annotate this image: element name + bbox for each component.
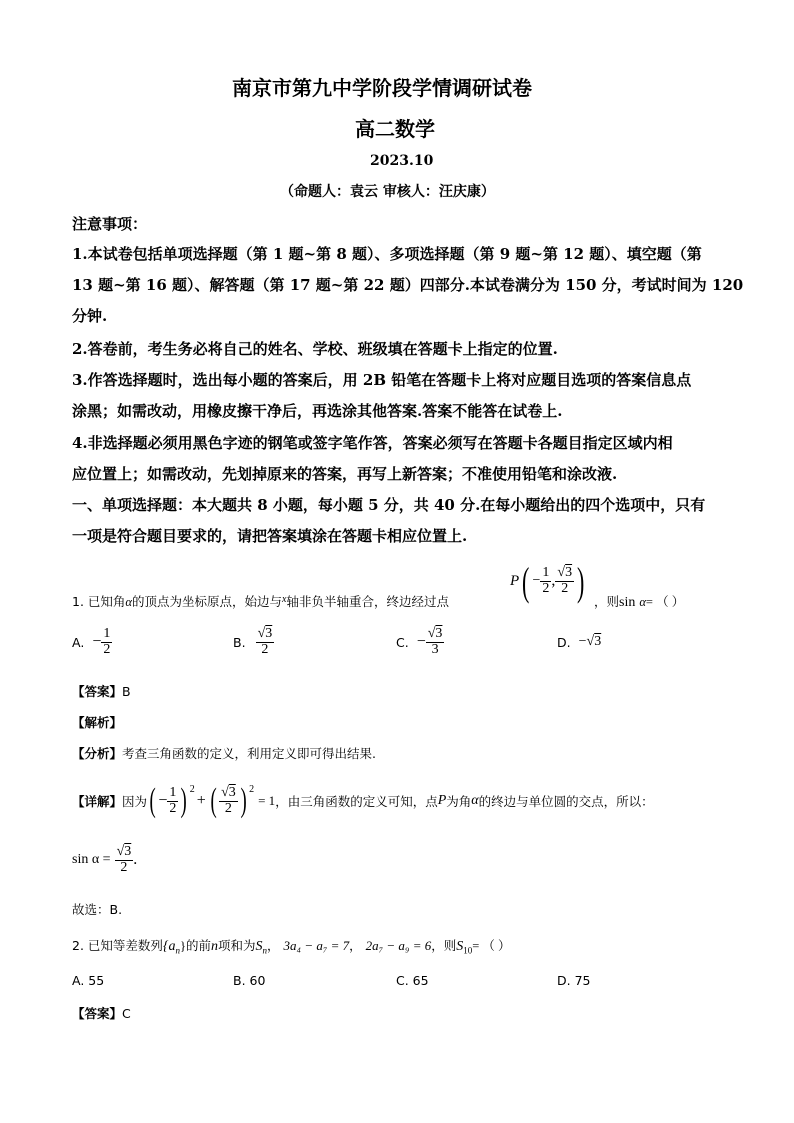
notice-item-1-line3: 分钟. bbox=[72, 307, 108, 325]
q1-option-c: C. − $\frac{√3}{3}$ bbox=[396, 625, 443, 657]
q1-option-a: A. − $\frac{1}{2}$ bbox=[72, 625, 111, 657]
q1-answer: 【答案】B bbox=[72, 684, 131, 699]
q2-answer: 【答案】C bbox=[72, 1006, 131, 1021]
q1-choose: 故选：B. bbox=[72, 902, 123, 917]
exam-date: 2023.10 bbox=[370, 153, 434, 169]
q2-option-b: B. 60 bbox=[233, 973, 266, 988]
authors-line: （命题人：袁云 审核人：汪庆康） bbox=[280, 184, 495, 200]
section1-line1: 一、单项选择题：本大题共 8 小题，每小题 5 分，共 40 分.在每小题给出的四个选项中，只有 bbox=[72, 496, 706, 514]
q1-option-d: D. − √3 bbox=[557, 634, 602, 650]
notice-item-1-line2: 13 题~第 16 题）、解答题（第 17 题~第 22 题）四部分.本试卷满分为 150 分，考试时间为 120 bbox=[72, 276, 744, 294]
q1-stem-text-c: 轴非负半轴重合，终边经过点 bbox=[286, 594, 449, 609]
q1-detail: 【详解】 因为 ( − $\frac{1}{2}$ ) $^2$ + ( $\frac{√3}{2}$ ) $^2$ = 1 ，由三角函数的定义可知，点 P 为角 α 的终边与单位圆的交点，所以： bbox=[72, 782, 654, 819]
q2-option-d: D. 75 bbox=[557, 973, 591, 988]
fraction-neg-half: $\frac{1}{2}$ bbox=[542, 564, 550, 596]
notice-heading: 注意事项： bbox=[72, 215, 148, 233]
notice-item-4-line1: 4.非选择题必须用黑色字迹的钢笔或签字笔作答，答案必须写在答题卡各题目指定区域内相 bbox=[72, 434, 673, 452]
q1-stem-text-b: 的顶点为坐标原点，始边与 bbox=[131, 594, 282, 609]
q1-stem-text-a: 1. 已知角 bbox=[72, 594, 126, 609]
fraction-sqrt3-over-2: $\frac{√3}{2}$ bbox=[557, 564, 573, 596]
x-symbol: x bbox=[281, 594, 287, 605]
q1-stem bbox=[72, 592, 449, 610]
point-p-label: P bbox=[510, 572, 520, 589]
notice-item-4-line2: 应位置上；如需改动，先划掉原来的答案，再写上新答案；不准使用铅笔和涂改液. bbox=[72, 465, 618, 483]
q2-option-a: A. 55 bbox=[72, 973, 105, 988]
exam-title: 南京市第九中学阶段学情调研试卷 bbox=[232, 76, 532, 100]
notice-item-2: 2.答卷前，考生务必将自己的姓名、学校、班级填在答题卡上指定的位置. bbox=[72, 340, 558, 358]
q1-analysis-tag: 【解析】 bbox=[72, 715, 123, 730]
q1-stem-tail: ，则sin α= （ ） bbox=[594, 594, 685, 610]
notice-item-3-line2: 涂黑；如需改动，用橡皮擦干净后，再选涂其他答案.答案不能答在试卷上. bbox=[72, 402, 563, 420]
minus-sign: − bbox=[532, 573, 541, 588]
q2-option-c: C. 65 bbox=[396, 973, 429, 988]
subject-title: 高二数学 bbox=[355, 117, 435, 141]
alpha-symbol: α bbox=[125, 595, 132, 609]
q1-option-b: B. $\frac{√3}{2}$ bbox=[233, 625, 273, 657]
notice-item-1-line1: 1.本试卷包括单项选择题（第 1 题~第 8 题）、多项选择题（第 9 题~第 12 题）、填空题（第 bbox=[72, 245, 702, 263]
point-p-expression: P ( − $\frac{1}{2}$ , $\frac{√3}{2}$ ) bbox=[510, 558, 585, 604]
q1-result: sin α = $\frac{√3}{2}$ . bbox=[72, 843, 138, 875]
q2-stem: 2. 已知等差数列$\{a_n\}$的前n项和为$S_n$， 3a₄ − a₇ = 7， 2a₇ − a₉ = 6，则$S_{10}=$ （ ） bbox=[72, 938, 511, 956]
q1-fenxi: 【分析】考查三角函数的定义，利用定义即可得出结果. bbox=[72, 746, 376, 761]
notice-item-3-line1: 3.作答选择题时，选出每小题的答案后，用 2B 铅笔在答题卡上将对应题目选项的答案信息点 bbox=[72, 371, 692, 389]
section1-line2: 一项是符合题目要求的，请把答案填涂在答题卡相应位置上. bbox=[72, 527, 468, 545]
